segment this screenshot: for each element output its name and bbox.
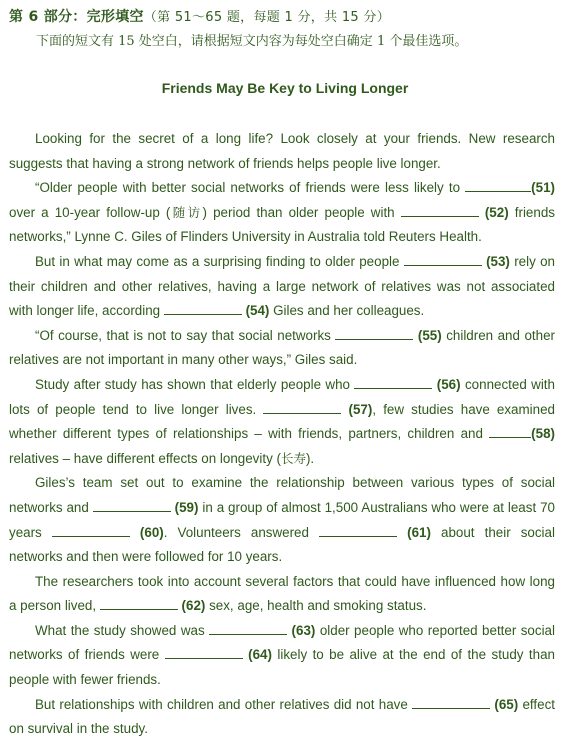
question-number-62: (62) xyxy=(181,598,206,614)
blank-59 xyxy=(93,497,171,512)
blank-58 xyxy=(489,423,531,438)
blank-53 xyxy=(404,251,482,266)
blank-64 xyxy=(165,644,243,659)
article-body xyxy=(9,127,555,742)
blank-65 xyxy=(412,694,490,709)
blank-60 xyxy=(52,522,130,537)
chinese-gloss: 随访 xyxy=(170,204,203,220)
question-number-55: (55) xyxy=(417,327,442,343)
question-number-59: (59) xyxy=(174,499,199,515)
question-number-52: (52) xyxy=(484,204,509,220)
blank-57 xyxy=(263,399,341,414)
question-number-57: (57) xyxy=(348,401,373,417)
section-subtitle: （第 51～65 题，每题 1 分，共 15 分） xyxy=(143,10,390,25)
blank-55 xyxy=(335,325,413,340)
blank-51 xyxy=(465,177,531,192)
paragraph-6: Giles’s team set out to examine the relationship between various types of social networks and (59) in a group of almost 1,500 Australians who were at least 70 years (60). Volunteers answered (61) about their social networks and then were followed for 10 years. xyxy=(9,475,555,565)
question-number-56: (56) xyxy=(436,376,461,392)
blank-63 xyxy=(209,620,287,635)
question-number-54: (54) xyxy=(245,303,270,319)
paragraph-8: What the study showed was (63) older people who reported better social networks of friends were (64) likely to be alive at the end of the study than people with fewer friends. xyxy=(9,619,555,693)
instructions: 下面的短文有 15 处空白，请根据短文内容为每处空白确定 1 个最佳选项。 xyxy=(36,34,468,49)
chinese-gloss: 长寿 xyxy=(280,450,306,466)
blank-61 xyxy=(319,522,397,537)
blank-56 xyxy=(354,374,432,389)
paragraph-5: Study after study has shown that elderly people who (56) connected with lots of people tend to live longer lives. (57), few studies have examined whether different types of relationships – with friends, partners, children and (58) relatives – have different effects on longevity (长寿). xyxy=(9,373,555,471)
question-number-60: (60) xyxy=(139,524,164,540)
paragraph-4: “Of course, that is not to say that social networks (55) children and other relatives are not important in many other ways,” Giles said. xyxy=(9,324,555,373)
paragraph-1: Looking for the secret of a long life? Look closely at your friends. New research suggests that having a strong network of friends helps people live longer. xyxy=(9,131,555,171)
blank-54 xyxy=(164,300,242,315)
question-number-63: (63) xyxy=(291,622,316,638)
paragraph-3: But in what may come as a surprising finding to older people (53) rely on their children and other relatives, having a large network of relatives was not associated with longer life, according (54) Giles and her colleagues. xyxy=(9,250,555,324)
paragraph-7: The researchers took into account several factors that could have influenced how long a person lived, (62) sex, age, health and smoking status. xyxy=(9,573,555,614)
article-title: Friends May Be Key to Living Longer xyxy=(161,80,409,96)
section-title: 第 6 部分：完形填空 xyxy=(9,9,144,25)
question-number-61: (61) xyxy=(407,524,431,540)
question-number-58: (58) xyxy=(531,426,555,442)
section-header xyxy=(9,6,390,26)
paragraph-2: “Older people with better social networks of friends were less likely to (51) over a 10-year follow-up (随访) period than older people with (52) friends networks,” Lynne C. Giles of Flinders University in Australia told Reuters Health. xyxy=(9,176,555,250)
question-number-51: (51) xyxy=(531,180,555,196)
question-number-65: (65) xyxy=(494,696,519,712)
blank-62 xyxy=(100,595,178,610)
paragraph-9: But relationships with children and other relatives did not have (65) effect on survival in the study. xyxy=(9,693,555,742)
blank-52 xyxy=(401,202,479,217)
question-number-53: (53) xyxy=(486,253,510,269)
question-number-64: (64) xyxy=(248,647,272,663)
